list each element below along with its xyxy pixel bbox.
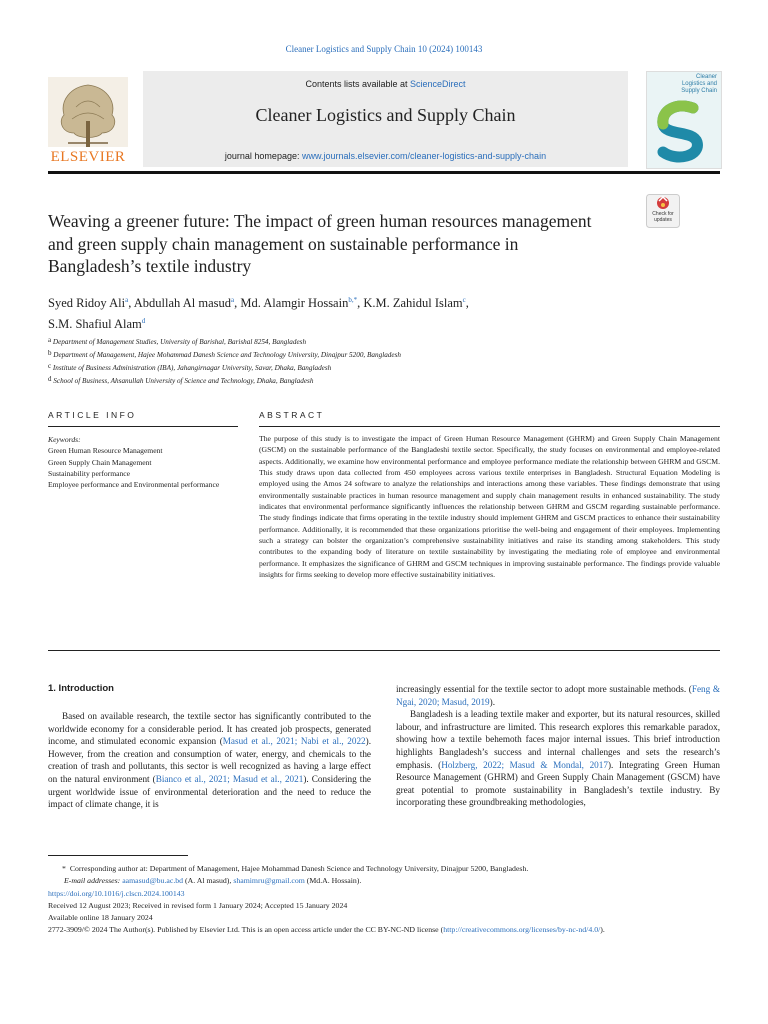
- body-text: Bangladesh is a leading textile maker and exporter, but its natural resources, skilled labour, and infrastructure are limited. This research explores this remarkable paradox, showing how a textile behemoth faces major internal issues. This brief introduction highlights Bangladesh’s success and internal challenges and sets the research’s emphasis. (: [396, 709, 720, 770]
- check-label-line: Check for: [652, 211, 674, 217]
- footnote-text: Corresponding author at: Department of Management, Hajee Mohammad Danesh Science and Technology University, Dinajpur 5200, Bangladesh.: [69, 864, 529, 873]
- body-text: Based on available research, the textile sector has significantly contributed to the worldwide economy for a considerable period. It has created job prospects, generated income, and stimulated economic expansion (: [48, 711, 371, 747]
- abstract-text: The purpose of this study is to investigate the impact of Green Human Resource Management (GHRM) and Green Supply Chain Management (GSCM) on the sustainable performance of the Bangladeshi textile sector. Specifically, the study focuses on environmental and employee-related aspects. Additionally, we examine how environmental performance and employee performance mediate the relationship between GHRM and GSCM. This study draws upon data collected from 450 employees across various textile enterprises in Bangladesh. Structural Equation Modeling is employed using the Amos 24 software to analyze the relationships and interactions among these variables. These findings demonstrate that using environmentally sustainable practices in human resource management and supply chain management results in enhanced sustainability. The study indicates that environmental performance significantly influences the relationship between GHRM and GSCM regarding sustainable performance. The study findings indicate that firms operating in the textile industry should implement GHRM and GSCM practices to enhance their sustainability performance. Additionally, it is recommended that these organizations prioritise the well-being and engagement of their employees. Implementing such a strategy can bolster the organization’s comprehensive sustainability initiatives and raise its standing among stakeholders. This study contributes to the expanding body of literature on textile sustainability by investigating the mediating role of employee and environmental performance. It emphasizes the significance of GHRM and GSCM techniques in improving sustainable performance. The findings provide valuable insights for firms seeking to develop more effective sustainability initiatives.: [259, 434, 720, 580]
- check-label-line: updates: [654, 216, 672, 223]
- author-affiliation-mark[interactable]: b,*: [348, 296, 358, 304]
- author-name[interactable]: Syed Ridoy Ali: [48, 296, 126, 310]
- check-for-updates-label[interactable]: [646, 212, 680, 223]
- online-date: Available online 18 January 2024: [48, 913, 153, 923]
- abstract-heading: ABSTRACT: [259, 410, 325, 420]
- doi-link[interactable]: https://doi.org/10.1016/j.clscn.2024.100143: [48, 888, 185, 898]
- article-title: Weaving a greener future: The impact of green human resources management and green supply chain management on sustainable performance in Bangladesh’s textile industry: [48, 211, 592, 276]
- footnote-mark: *: [62, 864, 66, 873]
- homepage-link[interactable]: www.journals.elsevier.com/cleaner-logistics-and-supply-chain: [301, 151, 547, 161]
- corresponding-author-note: [48, 863, 720, 875]
- email-owner: (Md.A. Hossain).: [304, 876, 362, 886]
- footnote-rule: [48, 855, 188, 856]
- article-info-rule: [48, 426, 238, 427]
- masthead: [48, 71, 720, 169]
- cover-logo-icon: [647, 72, 721, 168]
- affiliation-item: [48, 348, 648, 361]
- author-name[interactable]: S.M. Shafiul Alam: [48, 317, 142, 331]
- author-list: Syed Ridoy Ali$^a$, Abdullah Al masud$^a$, Md. Alamgir Hossain$^{b,*}$, K.M. Zahidul Islam$^c$, S.M. Shafiul Alam$^d$: [48, 296, 469, 331]
- body-column-right: [396, 683, 720, 809]
- license-text: 2772-3909/© 2024 The Author(s). Published by Elsevier Ltd. This is an open access article under the CC BY-NC-ND license (: [48, 925, 444, 935]
- keywords-label: Keywords:: [48, 435, 81, 444]
- email-link[interactable]: shamimru@gmail.com: [233, 876, 305, 886]
- body-paragraph: [48, 710, 371, 811]
- journal-name: Cleaner Logistics and Supply Chain: [255, 105, 516, 125]
- affiliation-item: [48, 335, 648, 348]
- affiliation-item: [48, 374, 648, 387]
- received-dates: Received 12 August 2023; Received in revised form 1 January 2024; Accepted 15 January 2024: [48, 900, 348, 910]
- body-text: ). However, from the creation and consumption of water, energy, and chemicals to the creation of trash and pollutants, this sector is well recognized as having a large effect on the natural environment (: [48, 736, 371, 784]
- license-link[interactable]: http://creativecommons.org/licenses/by-nc-nd/4.0/: [443, 925, 601, 935]
- author-affiliation-mark[interactable]: a: [230, 296, 235, 304]
- citation-link[interactable]: Bianco et al., 2021; Masud et al., 2021: [155, 773, 304, 784]
- article-info-heading: ARTICLE INFO: [48, 410, 137, 420]
- masthead-rule: [48, 171, 720, 174]
- affiliation-item: [48, 361, 648, 374]
- cover-title-line: Supply Chain: [681, 88, 717, 94]
- section-heading-introduction: 1. Introduction: [48, 683, 114, 694]
- cover-title-line: Logistics and: [681, 81, 717, 87]
- affiliation-text: Department of Management Studies, University of Barishal, Barishal 8254, Bangladesh: [52, 338, 307, 346]
- email-label: E-mail addresses:: [64, 876, 123, 886]
- author-affiliation-mark[interactable]: d: [141, 317, 146, 325]
- keyword-item: Green Supply Chain Management: [48, 457, 152, 467]
- affiliation-text: School of Business, Ahsanullah University of Science and Technology, Dhaka, Bangladesh: [53, 377, 314, 385]
- running-head[interactable]: Cleaner Logistics and Supply Chain 10 (2024) 100143: [285, 44, 483, 54]
- author-name[interactable]: K.M. Zahidul Islam: [363, 296, 463, 310]
- elsevier-wordmark: ELSEVIER: [50, 149, 126, 165]
- contents-prefix: Contents lists available at: [305, 79, 411, 89]
- cover-title-line: Cleaner: [695, 74, 717, 80]
- email-note: [48, 875, 720, 887]
- citation-link[interactable]: Holzberg, 2022; Masud & Mondal, 2017: [441, 759, 608, 770]
- license-text: ).: [600, 925, 605, 935]
- body-text: ).: [489, 696, 496, 707]
- citation-link[interactable]: Masud et al., 2021; Nabi et al., 2022: [222, 736, 366, 747]
- license-note: [48, 924, 720, 936]
- abstract-rule: [259, 426, 720, 427]
- author-affiliation-mark[interactable]: c: [462, 296, 466, 304]
- citation-link[interactable]: Feng & Ngai, 2020; Masud, 2019: [396, 684, 720, 707]
- author-name[interactable]: Md. Alamgir Hossain: [240, 296, 349, 310]
- contents-line: [143, 79, 628, 89]
- sciencedirect-link[interactable]: ScienceDirect: [410, 79, 466, 89]
- journal-cover[interactable]: [646, 71, 722, 169]
- body-paragraph: [396, 708, 720, 809]
- keywords-block: [48, 434, 238, 490]
- homepage-label: journal homepage:: [224, 151, 302, 161]
- footnotes: [48, 863, 720, 937]
- body-text: increasingly essential for the textile sector to adopt more sustainable methods. (: [396, 684, 692, 694]
- affiliation-label: d: [48, 375, 52, 383]
- body-text: ). Considering the urgent worldwide issue of environmental deterioration and the need to reduce the impact of climate change, it is: [48, 773, 371, 810]
- keyword-item: Green Human Resource Management: [48, 446, 163, 456]
- author-name[interactable]: Abdullah Al masud: [133, 296, 231, 310]
- affiliation-label: a: [48, 336, 52, 344]
- body-paragraph: [396, 683, 720, 708]
- affiliation-label: b: [48, 349, 52, 357]
- affiliation-text: Department of Management, Hajee Mohammad Danesh Science and Technology University, Dinajpur 5200, Bangladesh: [53, 351, 401, 359]
- keyword-item: Sustainability performance: [48, 468, 131, 478]
- keyword-item: Employee performance and Environmental performance: [48, 480, 220, 490]
- email-link[interactable]: aamasud@bu.ac.bd: [122, 876, 184, 886]
- body-column-left: [48, 710, 371, 811]
- body-text: ). Integrating Green Human Resource Management (GHRM) and Green Supply Chain Management (GSCM) have great potential to promote sustainability in Bangladesh’s textile industry. By incorporating these groundbreaking methodologies,: [396, 759, 720, 808]
- author-affiliation-mark[interactable]: a: [125, 296, 129, 304]
- abstract-bottom-rule: [48, 650, 720, 651]
- affiliation-list: [48, 335, 648, 387]
- email-owner: (A. Al masud),: [183, 876, 234, 886]
- affiliation-text: Institute of Business Administration (IBA), Jahangirnagar University, Savar, Dhaka, Bangladesh: [52, 364, 332, 372]
- homepage-line: [143, 151, 628, 161]
- affiliation-label: c: [48, 362, 52, 370]
